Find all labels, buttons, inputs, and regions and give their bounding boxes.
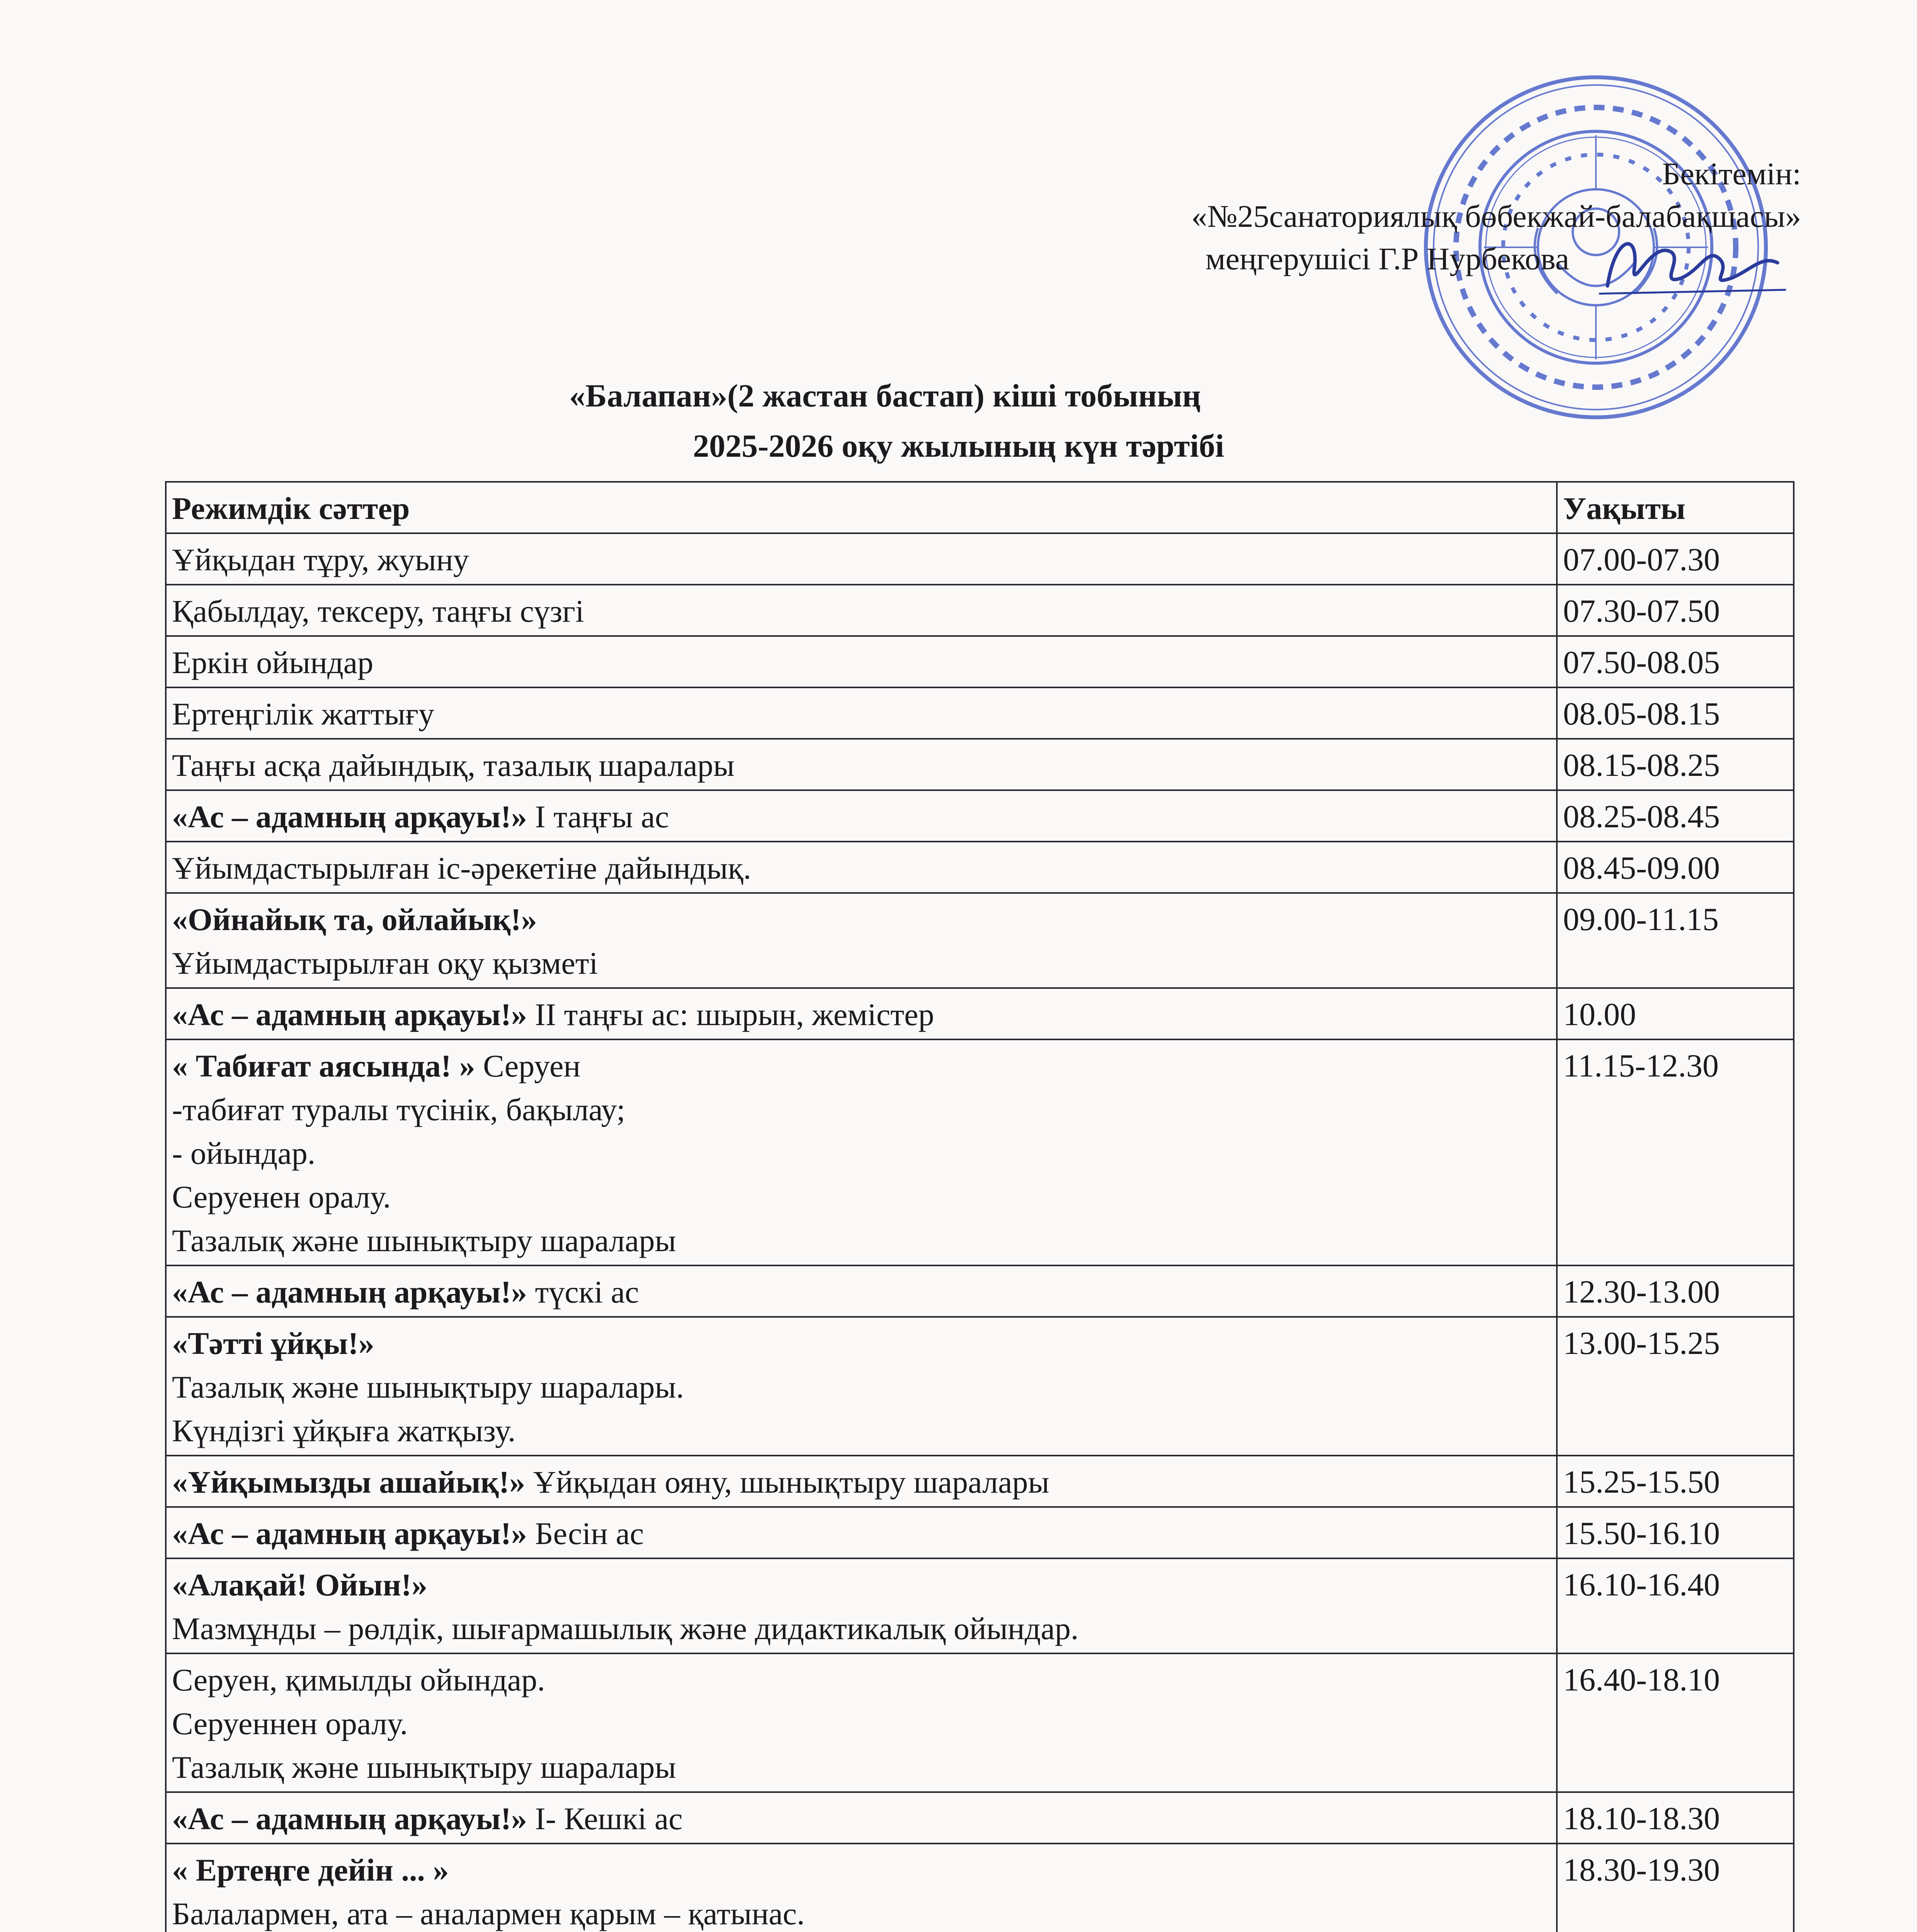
daily-schedule-table bbox=[165, 481, 1795, 1932]
approval-head-title: меңгерушісі Г.Р Нурбекова bbox=[1205, 241, 1569, 276]
table-row bbox=[166, 533, 1794, 585]
activity-cell bbox=[166, 739, 1557, 790]
activity-first-line bbox=[172, 846, 1551, 890]
activity-text: Ертеңгілік жаттығу bbox=[172, 696, 434, 731]
activity-cell bbox=[166, 988, 1557, 1039]
table-row bbox=[166, 1039, 1794, 1265]
document-title bbox=[0, 371, 1917, 471]
time-cell: 07.50-08.05 bbox=[1557, 636, 1794, 687]
time-cell: 18.30-19.30 bbox=[1557, 1844, 1794, 1932]
activity-first-line bbox=[172, 1848, 1551, 1892]
time-cell: 10.00 bbox=[1557, 988, 1794, 1039]
activity-detail-line: Серуеннен оралу. bbox=[172, 1706, 408, 1741]
activity-cell bbox=[166, 1558, 1557, 1653]
activity-detail-line: Күндізгі ұйқыға жатқызу. bbox=[172, 1413, 516, 1448]
title-line-1: «Балапан»(2 жастан бастап) кіші тобының bbox=[569, 378, 1201, 414]
approval-heading: Бекітемін: bbox=[1662, 156, 1801, 191]
table-row bbox=[166, 1265, 1794, 1317]
approval-block bbox=[1191, 153, 1801, 280]
activity-first-line bbox=[172, 641, 1551, 684]
table-row bbox=[166, 1792, 1794, 1844]
activity-first-line bbox=[172, 993, 1551, 1036]
activity-cell bbox=[166, 1844, 1557, 1932]
table-row bbox=[166, 1317, 1794, 1456]
approval-organization: «№25санаториялық бөбекжай-балабақшасы» bbox=[1191, 199, 1801, 234]
activity-first-line bbox=[172, 1563, 1551, 1607]
activity-cell bbox=[166, 1792, 1557, 1844]
header-activity: Режимдік сәттер bbox=[166, 482, 1557, 533]
activity-detail-line: Тазалық және шынықтыру шаралары bbox=[172, 1223, 676, 1258]
activity-detail-line: Серуенен оралу. bbox=[172, 1179, 391, 1214]
activity-text: Ұйқыдан ояну, шынықтыру шаралары bbox=[525, 1464, 1050, 1500]
activity-detail-line: Балалармен, ата – аналармен қарым – қатынас. bbox=[172, 1896, 805, 1931]
time-cell: 08.15-08.25 bbox=[1557, 739, 1794, 790]
table-row bbox=[166, 687, 1794, 739]
table-row bbox=[166, 739, 1794, 790]
activity-cell bbox=[166, 893, 1557, 988]
time-cell: 18.10-18.30 bbox=[1557, 1792, 1794, 1844]
activity-cell bbox=[166, 790, 1557, 842]
activity-heading: «Ұйқымызды ашайық!» bbox=[172, 1464, 526, 1500]
time-cell: 08.05-08.15 bbox=[1557, 687, 1794, 739]
table-header-row bbox=[166, 482, 1794, 533]
activity-cell bbox=[166, 1317, 1557, 1456]
time-cell: 09.00-11.15 bbox=[1557, 893, 1794, 988]
activity-detail-line: - ойындар. bbox=[172, 1136, 316, 1171]
table-row bbox=[166, 1558, 1794, 1653]
activity-heading: «Ас – адамның арқауы!» bbox=[172, 1516, 527, 1551]
activity-first-line bbox=[172, 1460, 1551, 1504]
activity-text: II таңғы ас: шырын, жемістер bbox=[527, 997, 934, 1032]
activity-detail-line: Тазалық және шынықтыру шаралары. bbox=[172, 1369, 684, 1405]
activity-first-line bbox=[172, 743, 1551, 787]
activity-heading: «Ас – адамның арқауы!» bbox=[172, 799, 527, 834]
table-row bbox=[166, 988, 1794, 1039]
activity-first-line bbox=[172, 538, 1551, 582]
activity-first-line bbox=[172, 1270, 1551, 1314]
time-cell: 15.25-15.50 bbox=[1557, 1456, 1794, 1507]
activity-text: Ұйқыдан тұру, жуыну bbox=[172, 542, 469, 577]
time-cell: 08.45-09.00 bbox=[1557, 842, 1794, 893]
activity-text: I таңғы ас bbox=[527, 799, 669, 834]
activity-text: Бесін ас bbox=[527, 1516, 644, 1551]
title-line-2: 2025-2026 оқу жылының күн тәртібі bbox=[693, 428, 1224, 464]
activity-heading: « Табиғат аясында! » bbox=[172, 1048, 475, 1083]
time-cell: 07.00-07.30 bbox=[1557, 533, 1794, 585]
activity-cell bbox=[166, 687, 1557, 739]
activity-first-line bbox=[172, 795, 1551, 838]
activity-detail-line: Тазалық және шынықтыру шаралары bbox=[172, 1750, 676, 1785]
activity-text: Таңғы асқа дайындық, тазалық шаралары bbox=[172, 748, 735, 783]
activity-cell bbox=[166, 1653, 1557, 1792]
activity-first-line bbox=[172, 1797, 1551, 1840]
activity-cell bbox=[166, 636, 1557, 687]
activity-text: Қабылдау, тексеру, таңғы сүзгі bbox=[172, 594, 584, 629]
activity-heading: «Ас – адамның арқауы!» bbox=[172, 997, 527, 1032]
activity-cell bbox=[166, 1456, 1557, 1507]
header-time: Уақыты bbox=[1557, 482, 1794, 533]
table-row bbox=[166, 1456, 1794, 1507]
table-row bbox=[166, 1653, 1794, 1792]
activity-first-line bbox=[172, 1512, 1551, 1555]
activity-cell bbox=[166, 585, 1557, 636]
time-cell: 16.40-18.10 bbox=[1557, 1653, 1794, 1792]
time-cell: 13.00-15.25 bbox=[1557, 1317, 1794, 1456]
activity-heading: «Тәтті ұйқы!» bbox=[172, 1326, 374, 1361]
table-row bbox=[166, 1507, 1794, 1558]
time-cell: 16.10-16.40 bbox=[1557, 1558, 1794, 1653]
time-cell: 11.15-12.30 bbox=[1557, 1039, 1794, 1265]
activity-first-line bbox=[172, 898, 1551, 941]
activity-detail-line: -табиғат туралы түсінік, бақылау; bbox=[172, 1092, 626, 1127]
table-row bbox=[166, 790, 1794, 842]
activity-text: Серуен bbox=[475, 1048, 581, 1083]
activity-first-line bbox=[172, 1044, 1551, 1088]
time-cell: 07.30-07.50 bbox=[1557, 585, 1794, 636]
table-row bbox=[166, 585, 1794, 636]
activity-text: түскі ас bbox=[527, 1274, 639, 1310]
activity-first-line bbox=[172, 692, 1551, 736]
activity-detail-line: Мазмұнды – рөлдік, шығармашылық және дидактикалық ойындар. bbox=[172, 1611, 1079, 1646]
activity-cell bbox=[166, 1507, 1557, 1558]
activity-cell bbox=[166, 1265, 1557, 1317]
activity-heading: «Алақай! Ойын!» bbox=[172, 1567, 428, 1602]
time-cell: 08.25-08.45 bbox=[1557, 790, 1794, 842]
activity-heading: «Ас – адамның арқауы!» bbox=[172, 1801, 527, 1836]
time-cell: 15.50-16.10 bbox=[1557, 1507, 1794, 1558]
activity-text: Ұйымдастырылған іс-әрекетіне дайындық. bbox=[172, 850, 751, 886]
activity-text: Серуен, қимылды ойындар. bbox=[172, 1662, 545, 1697]
activity-first-line bbox=[172, 589, 1551, 633]
activity-heading: «Ойнайық та, ойлайық!» bbox=[172, 902, 537, 937]
activity-cell bbox=[166, 842, 1557, 893]
activity-text: Еркін ойындар bbox=[172, 645, 374, 680]
activity-text: I- Кешкі ас bbox=[527, 1801, 683, 1836]
activity-detail-line: Ұйымдастырылған оқу қызметі bbox=[172, 946, 598, 981]
table-row bbox=[166, 893, 1794, 988]
table-row bbox=[166, 842, 1794, 893]
activity-heading: « Ертеңге дейін ... » bbox=[172, 1852, 449, 1888]
activity-cell bbox=[166, 1039, 1557, 1265]
activity-heading: «Ас – адамның арқауы!» bbox=[172, 1274, 527, 1310]
activity-cell bbox=[166, 533, 1557, 585]
schedule-body bbox=[166, 533, 1794, 1932]
activity-first-line bbox=[172, 1658, 1551, 1702]
activity-first-line bbox=[172, 1321, 1551, 1365]
time-cell: 12.30-13.00 bbox=[1557, 1265, 1794, 1317]
table-row bbox=[166, 1844, 1794, 1932]
table-row bbox=[166, 636, 1794, 687]
